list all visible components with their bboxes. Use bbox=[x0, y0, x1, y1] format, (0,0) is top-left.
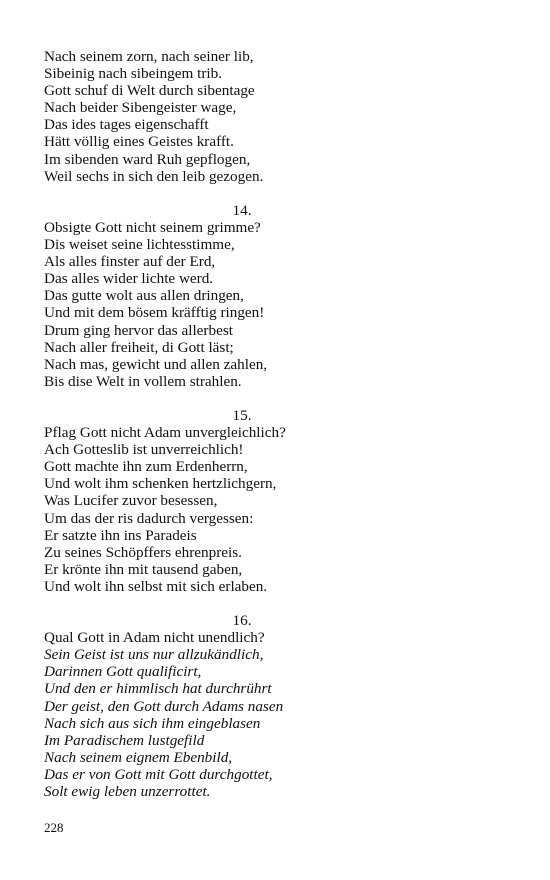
verse-line: Nach beider Sibengeister wage, bbox=[44, 99, 237, 117]
verse-line: Nach seinem zorn, nach seiner lib, bbox=[44, 48, 254, 65]
verse-line: Und mit dem bösem kräfftig ringen! bbox=[44, 304, 265, 322]
verse-line: Das gutte wolt aus allen dringen, bbox=[44, 287, 244, 305]
verse-line: Drum ging hervor das allerbest bbox=[44, 321, 233, 339]
verse-line: Das alles wider lichte werd. bbox=[44, 270, 214, 288]
verse-line: Im sibenden ward Ruh gepflogen, bbox=[44, 150, 251, 168]
verse-line: Obsigte Gott nicht seinem grimme? bbox=[44, 218, 261, 236]
stanza-16 bbox=[44, 612, 514, 800]
verse-line: Ach Gotteslib ist unverreichlich! bbox=[44, 441, 244, 459]
stanza-15 bbox=[44, 407, 514, 595]
verse-line: Pflag Gott nicht Adam unvergleichlich? bbox=[44, 424, 286, 442]
verse-line-italic: Solt ewig leben unzerrottet. bbox=[44, 783, 211, 801]
stanza-gap bbox=[44, 595, 514, 612]
verse-line-italic: Sein Geist ist uns nur allzukändlich, bbox=[44, 646, 264, 664]
verse-line: Um das der ris dadurch vergessen: bbox=[44, 509, 254, 527]
verse-line: Dis weiset seine lichtesstimme, bbox=[44, 236, 235, 254]
stanza-number: 14. bbox=[232, 201, 252, 219]
stanza-14 bbox=[44, 202, 514, 390]
verse-line: Bis dise Welt in vollem strahlen. bbox=[44, 372, 242, 390]
verse-line: Er krönte ihn mit tausend gaben, bbox=[44, 560, 243, 578]
verse-line: Sibeinig nach sibeingem trib. bbox=[44, 65, 223, 83]
verse-line: Hätt völlig eines Geistes krafft. bbox=[44, 133, 234, 151]
verse-line: Zu seines Schöpffers ehrenpreis. bbox=[44, 543, 242, 561]
verse-line-italic: Darinnen Gott qualificirt, bbox=[44, 663, 202, 681]
page-number: 228 bbox=[44, 820, 64, 835]
stanza-number: 16. bbox=[232, 612, 252, 630]
poem-page bbox=[44, 48, 514, 800]
verse-line: Und wolt ihn selbst mit sich erlaben. bbox=[44, 577, 268, 595]
verse-line: Gott machte ihn zum Erdenherrn, bbox=[44, 458, 248, 476]
verse-line: Nach aller freiheit, di Gott läst; bbox=[44, 338, 234, 356]
verse-line-italic: Nach seinem eignem Ebenbild, bbox=[44, 748, 233, 766]
verse-line-italic: Der geist, den Gott durch Adams nasen bbox=[44, 697, 284, 715]
verse-line: Weil sechs in sich den leib gezogen. bbox=[44, 167, 264, 185]
verse-line-italic: Nach sich aus sich ihm eingeblasen bbox=[44, 714, 261, 732]
verse-line: Er satzte ihn ins Paradeis bbox=[44, 526, 197, 544]
stanza-number: 15. bbox=[232, 406, 252, 424]
verse-line: Nach mas, gewicht und allen zahlen, bbox=[44, 355, 268, 373]
verse-line: Was Lucifer zuvor besessen, bbox=[44, 492, 218, 510]
verse-line: Das ides tages eigenschafft bbox=[44, 116, 209, 134]
verse-line-italic: Das er von Gott mit Gott durchgottet, bbox=[44, 765, 273, 783]
verse-line-italic: Und den er himmlisch hat durchrührt bbox=[44, 680, 272, 698]
verse-line: Gott schuf di Welt durch sibentage bbox=[44, 82, 255, 100]
verse-line: Qual Gott in Adam nicht unendlich? bbox=[44, 629, 265, 647]
verse-line: Als alles finster auf der Erd, bbox=[44, 253, 216, 271]
stanza-13-tail bbox=[44, 48, 514, 185]
verse-line-italic: Im Paradischem lustgefild bbox=[44, 731, 205, 749]
stanza-gap bbox=[44, 185, 514, 202]
verse-line: Und wolt ihm schenken hertzlichgern, bbox=[44, 475, 277, 493]
stanza-gap bbox=[44, 390, 514, 407]
